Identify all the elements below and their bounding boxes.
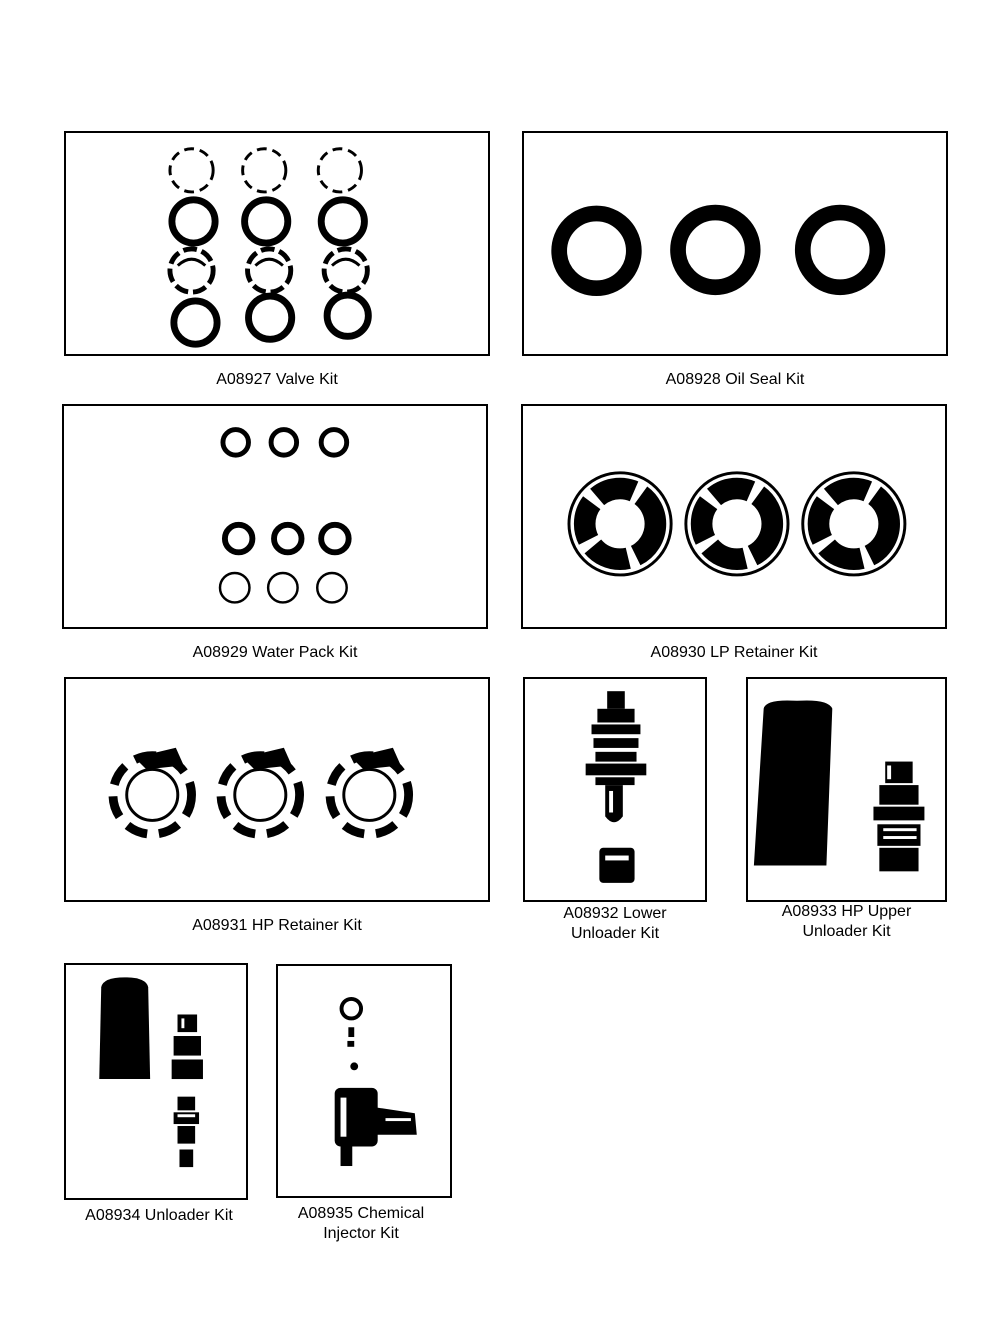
hp-upper-unloader-kit-caption-line-2: Unloader Kit <box>802 923 891 940</box>
lower-unloader-kit-caption <box>523 904 707 944</box>
chemical-injector-kit-caption-line-1: A08935 Chemical <box>297 1205 425 1222</box>
unloader-kit-caption-line: A08934 Unloader Kit <box>85 1207 233 1224</box>
valve-kit-image-frame <box>64 131 490 356</box>
chemical-injector-kit-parts-icon <box>278 966 450 1196</box>
unloader-kit-image-frame <box>64 963 248 1200</box>
valve-kit-parts-icon <box>66 133 488 354</box>
hp-upper-unloader-kit-parts-icon <box>748 679 945 900</box>
water-pack-kit-image-frame <box>62 404 488 629</box>
oil-seal-kit-caption-line: A08928 Oil Seal Kit <box>665 371 805 388</box>
hp-upper-unloader-kit-caption <box>746 902 947 942</box>
lower-unloader-kit-caption-line-1: A08932 Lower <box>563 905 667 922</box>
lp-retainer-kit-image-frame <box>521 404 947 629</box>
water-pack-kit-caption-line: A08929 Water Pack Kit <box>192 644 358 661</box>
chemical-injector-kit-caption-line-2: Injector Kit <box>323 1225 399 1242</box>
oil-seal-kit-image-frame <box>522 131 948 356</box>
lower-unloader-kit-parts-icon <box>525 679 705 900</box>
lower-unloader-kit-caption-line-2: Unloader Kit <box>570 925 660 942</box>
valve-kit-caption <box>64 370 490 390</box>
lp-retainer-kit-parts-icon <box>523 406 945 627</box>
lp-retainer-kit-caption <box>521 643 947 663</box>
hp-upper-unloader-kit-image-frame <box>746 677 947 902</box>
hp-retainer-kit-caption-line: A08931 HP Retainer Kit <box>192 917 362 934</box>
hp-retainer-kit-parts-icon <box>66 679 488 900</box>
hp-upper-unloader-kit-caption-line-1: A08933 HP Upper <box>781 903 912 920</box>
hp-retainer-kit-image-frame <box>64 677 490 902</box>
water-pack-kit-parts-icon <box>64 406 486 627</box>
hp-retainer-kit-caption <box>64 916 490 936</box>
unloader-kit-parts-icon <box>66 965 246 1198</box>
chemical-injector-kit-caption <box>266 1204 456 1244</box>
valve-kit-caption-line: A08927 Valve Kit <box>216 371 338 388</box>
lp-retainer-kit-caption-line: A08930 LP Retainer Kit <box>650 644 818 661</box>
chemical-injector-kit-image-frame <box>276 964 452 1198</box>
unloader-kit-caption <box>64 1206 254 1226</box>
lower-unloader-kit-image-frame <box>523 677 707 902</box>
oil-seal-kit-parts-icon <box>524 133 946 354</box>
water-pack-kit-caption <box>62 643 488 663</box>
oil-seal-kit-caption <box>522 370 948 390</box>
